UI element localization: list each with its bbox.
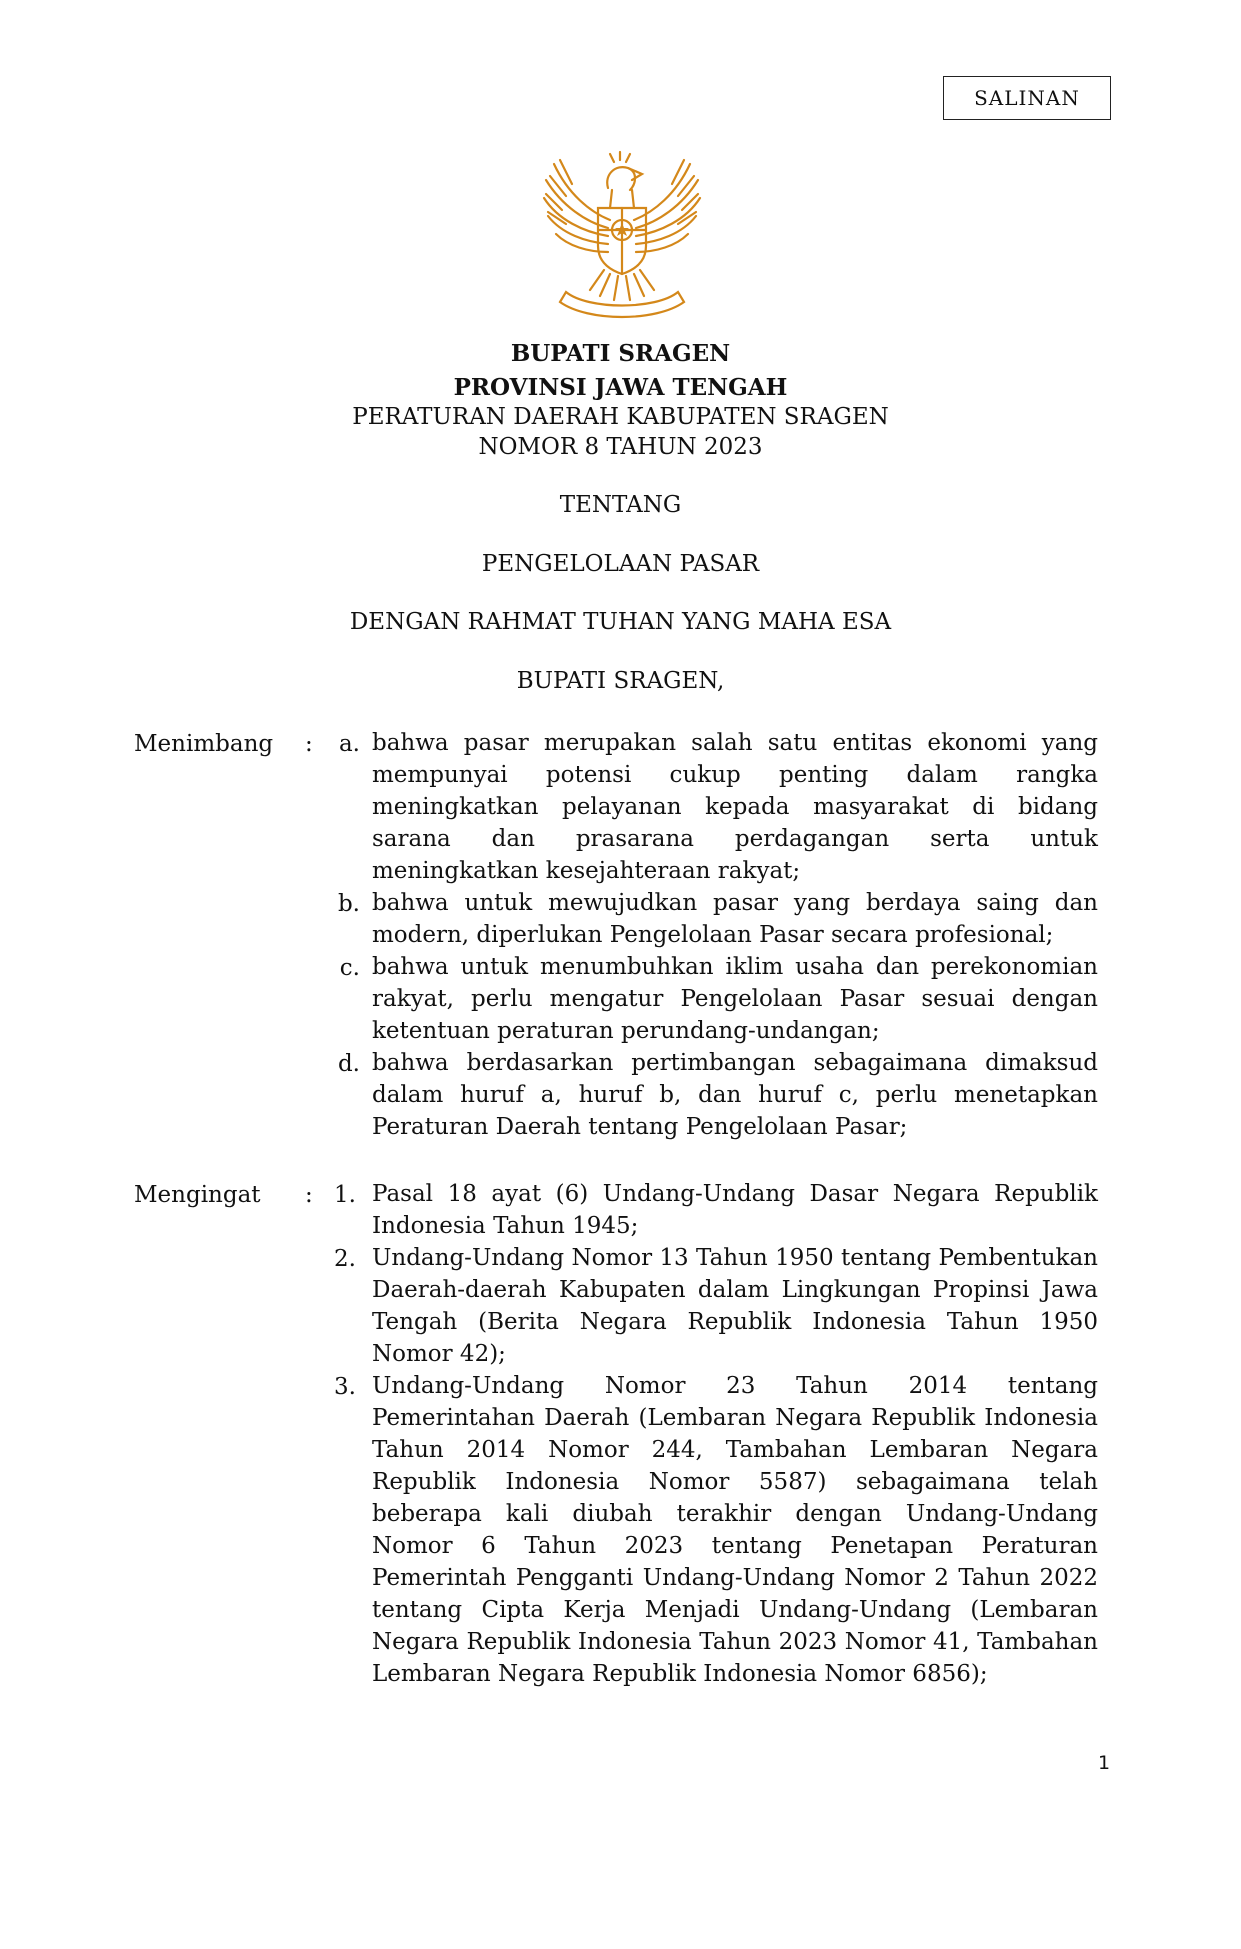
menimbang-label: Menimbang	[134, 731, 274, 757]
header-subject: PENGELOLAAN PASAR	[481, 551, 760, 577]
menimbang-item-b: bahwa untuk mewujudkan pasar yang berdaya saing dan modern, diperlukan Pengelolaan Pasar secara profesional;	[372, 890, 1098, 948]
header-bupati: BUPATI SRAGEN	[510, 340, 731, 367]
menimbang-marker-d: d.	[337, 1051, 360, 1077]
mengingat-marker-3: 3.	[334, 1374, 356, 1400]
header-tentang: TENTANG	[559, 492, 682, 518]
salinan-stamp: SALINAN	[943, 76, 1111, 120]
menimbang-marker-c: c.	[339, 955, 360, 981]
garuda-emblem-icon	[538, 150, 706, 320]
menimbang-item-c: bahwa untuk menumbuhkan iklim usaha dan perekonomian rakyat, perlu mengatur Pengelolaan Pasar sesuai dengan ketentuan peraturan perundang-undangan;	[372, 954, 1098, 1044]
header-nomor: NOMOR 8 TAHUN 2023	[478, 434, 763, 460]
menimbang-item-d: bahwa berdasarkan pertimbangan sebagaimana dimaksud dalam huruf a, huruf b, dan huruf c, perlu menetapkan Peraturan Daerah tentang Pengelolaan Pasar;	[372, 1050, 1098, 1140]
mengingat-item-2: Undang-Undang Nomor 13 Tahun 1950 tentang Pembentukan Daerah-daerah Kabupaten dalam Lingkungan Propinsi Jawa Tengah (Berita Negara Republik Indonesia Tahun 1950 Nomor 42);	[372, 1245, 1098, 1367]
menimbang-colon: :	[305, 731, 313, 757]
mengingat-item-3: Undang-Undang Nomor 23 Tahun 2014 tentang Pemerintahan Daerah (Lembaran Negara Republik Indonesia Tahun 2014 Nomor 244, Tambahan Lembaran Negara Republik Indonesia Nomor 5587) sebagaimana telah beberapa kali diubah terakhir dengan Undang-Undang Nomor 6 Tahun 2023 tentang Penetapan Peraturan Pemerintah Pengganti Undang-Undang Nomor 2 Tahun 2022 tentang Cipta Kerja Menjadi Undang-Undang (Lembaran Negara Republik Indonesia Tahun 2023 Nomor 41, Tambahan Lembaran Negara Republik Indonesia Nomor 6856);	[372, 1373, 1098, 1687]
mengingat-marker-1: 1.	[334, 1182, 356, 1208]
mengingat-label: Mengingat	[134, 1182, 261, 1208]
header-peraturan: PERATURAN DAERAH KABUPATEN SRAGEN	[352, 404, 889, 430]
header-bupati-sragen: BUPATI SRAGEN,	[516, 668, 725, 694]
mengingat-colon: :	[305, 1182, 313, 1208]
page-number: 1	[1098, 1752, 1111, 1774]
mengingat-item-1: Pasal 18 ayat (6) Undang-Undang Dasar Negara Republik Indonesia Tahun 1945;	[372, 1181, 1098, 1239]
header-provinsi: PROVINSI JAWA TENGAH	[453, 374, 788, 401]
menimbang-item-a: bahwa pasar merupakan salah satu entitas ekonomi yang mempunyai potensi cukup penting dalam rangka meningkatkan pelayanan kepada masyarakat di bidang sarana dan prasarana perdagangan serta untuk meningkatkan kesejahteraan rakyat;	[372, 730, 1098, 884]
header-rahmat: DENGAN RAHMAT TUHAN YANG MAHA ESA	[349, 609, 892, 635]
menimbang-marker-b: b.	[337, 891, 360, 917]
menimbang-marker-a: a.	[338, 731, 360, 757]
mengingat-marker-2: 2.	[334, 1246, 356, 1272]
